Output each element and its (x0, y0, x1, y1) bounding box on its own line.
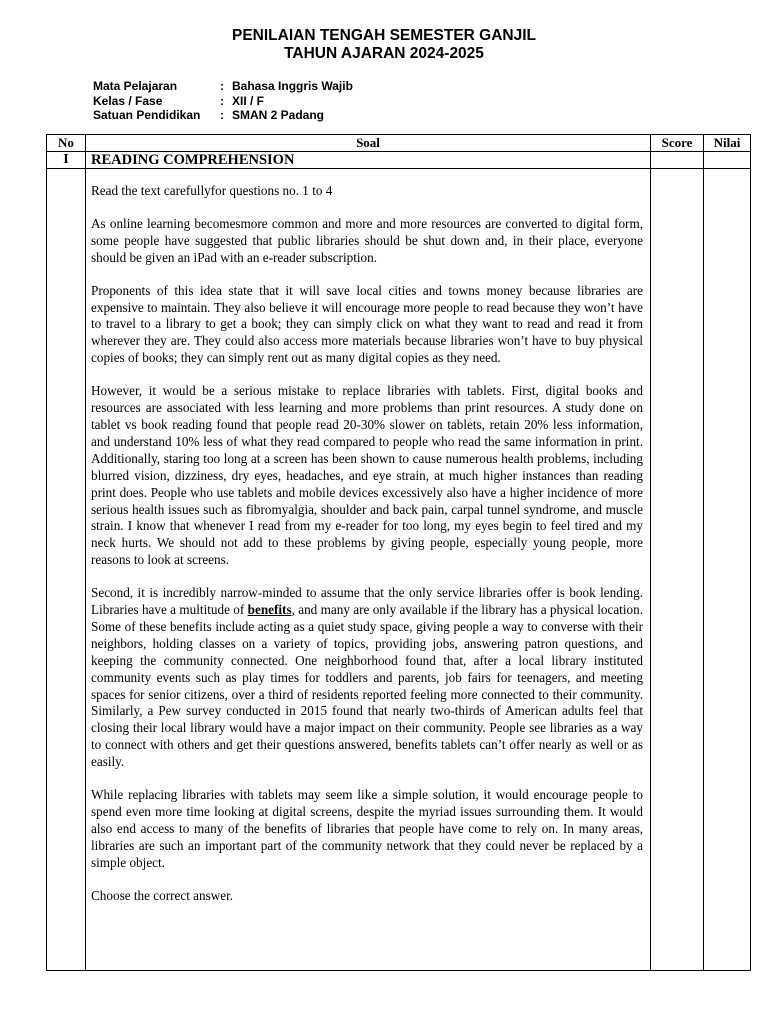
school-row (93, 108, 353, 123)
question-table (46, 134, 751, 971)
class-value: XII / F (232, 93, 265, 108)
header-soal: Soal (86, 135, 651, 152)
section-title: READING COMPREHENSION (86, 152, 651, 169)
table-header-row (47, 135, 751, 152)
exam-title: PENILAIAN TENGAH SEMESTER GANJIL (232, 27, 536, 44)
reading-nilai-cell (704, 169, 751, 971)
header-score: Score (651, 135, 704, 152)
highlighted-word: benefits (247, 602, 292, 618)
reading-row (47, 169, 751, 971)
paragraph-4-end: , and many are only available if the library has a physical location. Some of these benefits include acting as a quiet study space, giving people a way to converse with their neighbors, holding classes on a variety of topics, providing jobs, answering patron questions, and keeping the community connected. One neighborhood found that, after a local library instituted community events such as play times for toddlers and parents, job fairs for teenagers, and meeting spaces for senior citizens, over a third of residents reported feeling more connected to their community. Similarly, a Pew survey conducted in 2015 found that nearly two-thirds of American adults feel that closing their local library would have a major impact on their community. People see libraries as a way to connect with others and get their questions answered, benefits tablets can’t offer nearly as well or as easily. (91, 602, 643, 770)
passage-paragraph-1: As online learning becomesmore common and more and more resources are converted to digital form, some people have suggested that public libraries should be shut down and, in their place, everyone should be given an iPad with an e-reader subscription. (91, 215, 643, 265)
section-nilai-cell (704, 152, 751, 169)
header-nilai: Nilai (704, 135, 751, 152)
subject-row (93, 79, 353, 94)
instruction-text: Read the text carefullyfor questions no. 1 to 4 (91, 183, 333, 198)
section-score-cell (651, 152, 704, 169)
reading-no-cell (47, 169, 86, 971)
closing-instruction: Choose the correct answer. (91, 887, 234, 903)
reading-passage-cell (86, 169, 651, 971)
school-separator: : (220, 108, 224, 122)
school-value: SMAN 2 Padang (232, 108, 325, 122)
subject-separator: : (220, 79, 224, 93)
class-separator: : (220, 93, 224, 108)
subject-label: Mata Pelajaran (93, 79, 178, 93)
reading-score-cell (651, 169, 704, 971)
passage-paragraph-5: While replacing libraries with tablets may seem like a simple solution, it would encourage people to spend even more time looking at digital screens, despite the myriad issues surrounding them. It would also end access to many of the benefits of libraries that people have come to rely on. In many areas, libraries are such an important part of the community network that they could never be replaced by a simple object. (91, 787, 643, 870)
passage-paragraph-3: However, it would be a serious mistake to replace libraries with tablets. First, digital books and resources are associated with less learning and more problems than print resources. A study done on tablet vs book reading found that people read 20-30% slower on tablets, retain 20% less information, and understand 10% less of what they read compared to people who read the same information in print. Additionally, staring too long at a screen has been shown to cause numerous health problems, including blurred vision, dizziness, dry eyes, headaches, and eye strain, at much higher instances than reading print does. People who use tablets and mobile devices excessively also have a higher incidence of more serious health issues such as fibromyalgia, shoulder and back pain, carpal tunnel syndrome, and muscle strain. I know that whenever I read from my e-reader for too long, my eyes begin to feel tired and my neck hurts. We should not add to these problems by giving people, especially young people, more reasons to look at screens. (91, 383, 643, 568)
section-row (47, 152, 751, 169)
exam-info (93, 79, 353, 123)
academic-year-title: TAHUN AJARAN 2024-2025 (284, 45, 484, 62)
school-label: Satuan Pendidikan (93, 108, 201, 122)
passage-paragraph-4 (91, 585, 643, 771)
subject-value: Bahasa Inggris Wajib (232, 79, 353, 93)
header-no: No (47, 135, 86, 152)
section-number: I (47, 152, 86, 169)
passage-paragraph-2: Proponents of this idea state that it will save local cities and towns money because libraries are expensive to maintain. They also believe it will encourage more people to read because they won’t have to travel to a library to get a book; they can simply click on what they want to read and read it from wherever they are. They could also access more materials because libraries won’t have to buy physical copies of books; they can simply rent out as many digital copies as they need. (91, 282, 643, 366)
class-row (93, 94, 353, 109)
class-label: Kelas / Fase (93, 93, 163, 108)
paragraph-4-start: Second, it is incredibly narrow-minded to assume that the only service libraries offer is book lending. Libraries have a multitude of (91, 585, 643, 618)
